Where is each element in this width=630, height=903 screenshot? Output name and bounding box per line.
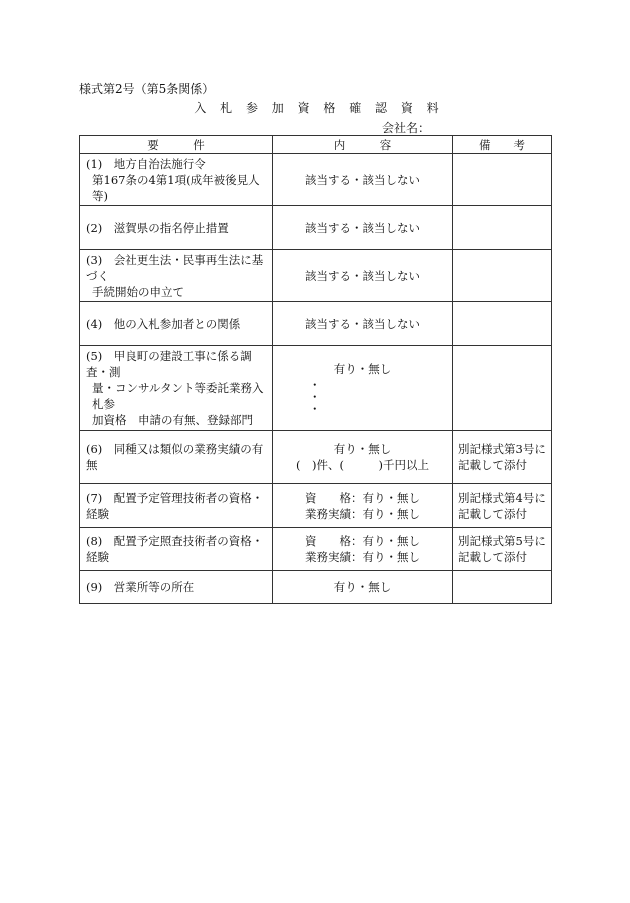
content-cell: 有り・無し bbox=[273, 571, 453, 604]
company-name-label: 会社名： bbox=[382, 121, 431, 135]
document-title: 入 札 参 加 資 格 確 認 資 料 bbox=[194, 101, 444, 115]
requirements-table bbox=[79, 135, 552, 604]
table-row bbox=[80, 154, 552, 206]
table-row bbox=[80, 206, 552, 250]
header-requirement: 要 件 bbox=[80, 136, 273, 154]
remarks-cell: 別記様式第5号に 記載して添付 bbox=[453, 528, 552, 571]
content-cell: 有り・無し ( )件、( )千円以上 bbox=[273, 431, 453, 484]
requirement-cell: (2) 滋賀県の指名停止措置 bbox=[80, 206, 273, 250]
content-cell: 該当する・該当しない bbox=[273, 154, 453, 206]
header-content: 内 容 bbox=[273, 136, 453, 154]
table-row bbox=[80, 528, 552, 571]
remarks-cell bbox=[453, 206, 552, 250]
content-cell: 該当する・該当しない bbox=[273, 206, 453, 250]
requirement-cell: (6) 同種又は類似の業務実績の有無 bbox=[80, 431, 273, 484]
requirement-cell: (1) 地方自治法施行令 第167条の4第1項(成年被後見人等) bbox=[80, 154, 273, 206]
remarks-cell bbox=[453, 571, 552, 604]
table-row bbox=[80, 346, 552, 431]
table-row bbox=[80, 302, 552, 346]
requirement-cell: (7) 配置予定管理技術者の資格・経験 bbox=[80, 484, 273, 528]
content-cell: 有り・無し ・ ・ ・ bbox=[273, 346, 453, 431]
requirement-cell: (8) 配置予定照査技術者の資格・経験 bbox=[80, 528, 273, 571]
form-number: 様式第2号（第5条関係） bbox=[79, 82, 215, 96]
content-cell: 資 格：有り・無し 業務実績：有り・無し bbox=[273, 528, 453, 571]
remarks-cell bbox=[453, 154, 552, 206]
remarks-cell bbox=[453, 302, 552, 346]
table-header-row bbox=[80, 136, 552, 154]
requirement-cell: (3) 会社更生法・民事再生法に基づく 手続開始の申立て bbox=[80, 250, 273, 302]
remarks-cell: 別記様式第4号に 記載して添付 bbox=[453, 484, 552, 528]
content-cell: 該当する・該当しない bbox=[273, 250, 453, 302]
table-row bbox=[80, 571, 552, 604]
list-item: ・ bbox=[309, 378, 321, 392]
content-cell: 資 格：有り・無し 業務実績：有り・無し bbox=[273, 484, 453, 528]
remarks-cell: 別記様式第3号に 記載して添付 bbox=[453, 431, 552, 484]
requirement-cell: (5) 甲良町の建設工事に係る調査・測 量・コンサルタント等委託業務入札参 加資格 申請の有無、登録部門 bbox=[80, 346, 273, 431]
content-cell: 該当する・該当しない bbox=[273, 302, 453, 346]
list-item: ・ bbox=[309, 390, 321, 404]
table-row bbox=[80, 484, 552, 528]
remarks-cell bbox=[453, 346, 552, 431]
list-item: ・ bbox=[309, 402, 321, 416]
table-row bbox=[80, 250, 552, 302]
remarks-cell bbox=[453, 250, 552, 302]
header-remarks: 備 考 bbox=[453, 136, 552, 154]
requirement-cell: (4) 他の入札参加者との関係 bbox=[80, 302, 273, 346]
registration-category-list bbox=[273, 379, 452, 415]
table-row bbox=[80, 431, 552, 484]
requirement-cell: (9) 営業所等の所在 bbox=[80, 571, 273, 604]
